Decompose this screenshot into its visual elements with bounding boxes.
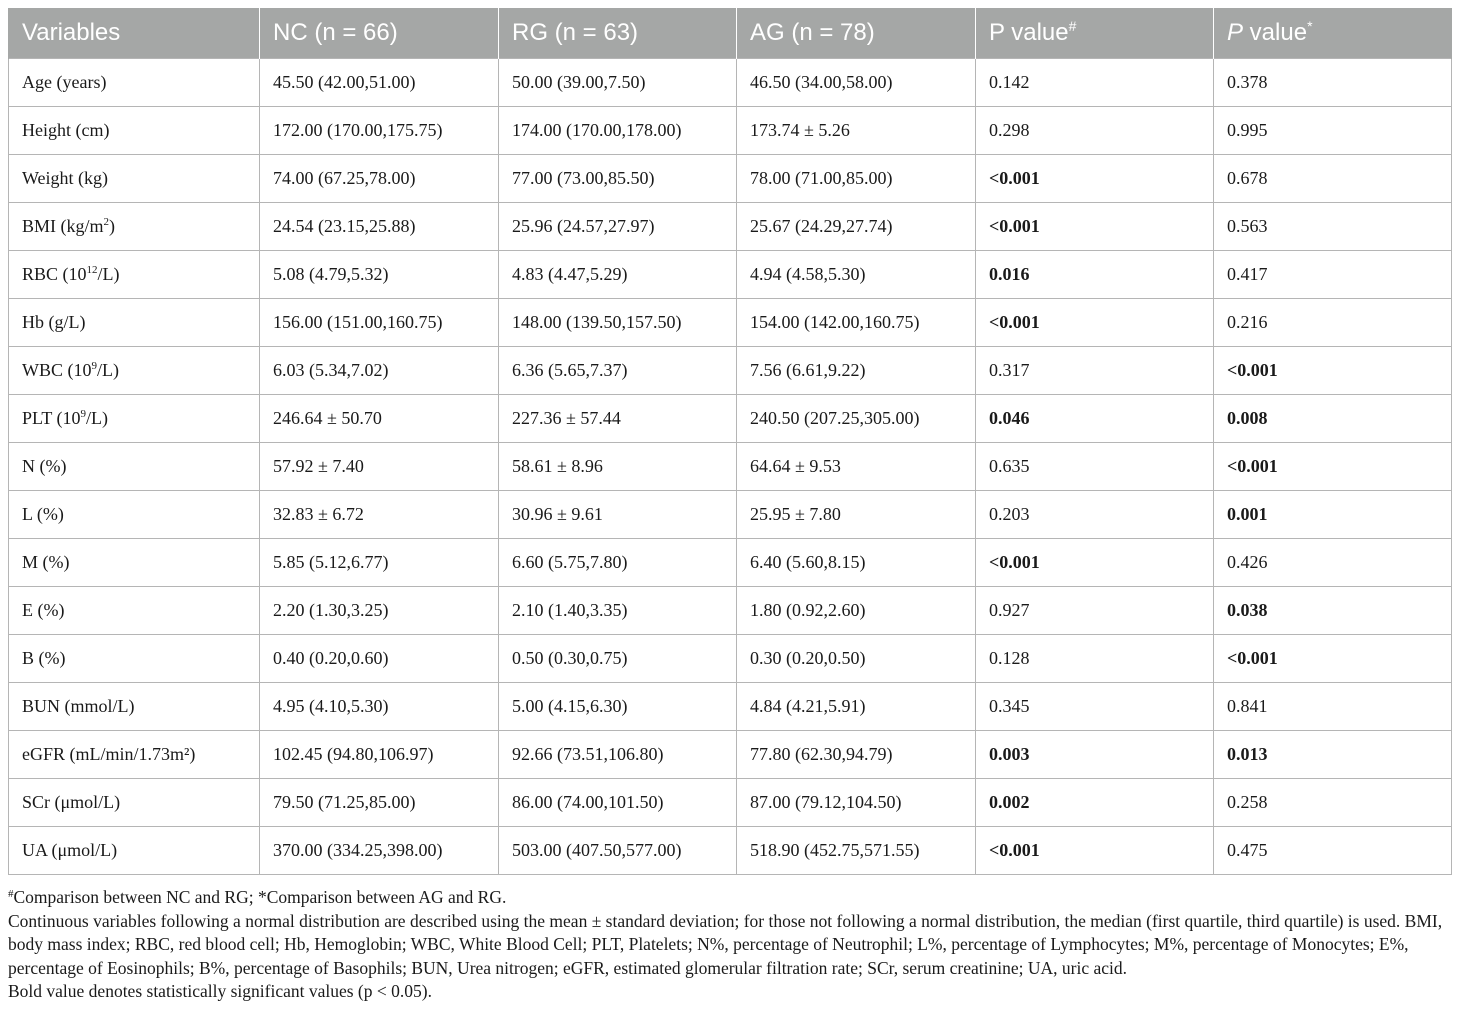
variable-text-end: /L) [86,408,109,428]
cell-p1: 0.298 [976,107,1214,155]
cell-variable: B (%) [9,635,260,683]
header-ag: AG (n = 78) [737,8,976,59]
cell-rg: 30.96 ± 9.61 [499,491,737,539]
table-row [9,587,1452,635]
cell-variable [9,347,260,395]
header-p2-p: P [1227,19,1244,46]
cell-variable: N (%) [9,443,260,491]
footnote-text-1: Comparison between NC and RG; [13,887,258,907]
variable-text-end: /L) [97,264,120,284]
cell-variable: Hb (g/L) [9,299,260,347]
cell-rg: 148.00 (139.50,157.50) [499,299,737,347]
table-row [9,827,1452,875]
variable-superscript: 9 [80,408,87,420]
cell-rg: 86.00 (74.00,101.50) [499,779,737,827]
cell-p2 [1214,587,1452,635]
cell-p2: 0.995 [1214,107,1452,155]
header-rg: RG (n = 63) [499,8,737,59]
cell-ag: 240.50 (207.25,305.00) [737,395,976,443]
cell-rg: 6.36 (5.65,7.37) [499,347,737,395]
cell-variable: Weight (kg) [9,155,260,203]
table-row [9,539,1452,587]
table-row [9,59,1452,107]
cell-rg: 92.66 (73.51,106.80) [499,731,737,779]
footnote-text-2: Comparison between AG and RG. [266,887,507,907]
table-row [9,443,1452,491]
cell-p1 [976,203,1214,251]
cell-variable [9,395,260,443]
cell-rg: 77.00 (73.00,85.50) [499,155,737,203]
table-row [9,155,1452,203]
table-row [9,203,1452,251]
cell-p1 [976,539,1214,587]
cell-ag: 4.94 (4.58,5.30) [737,251,976,299]
cell-nc: 5.08 (4.79,5.32) [260,251,499,299]
significant-value: 0.013 [1227,744,1268,764]
cell-p2: 0.417 [1214,251,1452,299]
variable-text-end: /L) [97,360,119,380]
significant-value: 0.003 [989,744,1030,764]
cell-rg: 58.61 ± 8.96 [499,443,737,491]
cell-nc: 57.92 ± 7.40 [260,443,499,491]
cell-p2: 0.258 [1214,779,1452,827]
cell-p1: 0.317 [976,347,1214,395]
cell-variable: UA (μmol/L) [9,827,260,875]
header-p2-rest: value [1243,19,1308,46]
significant-value: <0.001 [1227,648,1278,668]
cell-rg: 227.36 ± 57.44 [499,395,737,443]
variable-superscript: 2 [103,216,110,228]
cell-ag: 77.80 (62.30,94.79) [737,731,976,779]
cell-nc: 5.85 (5.12,6.77) [260,539,499,587]
cell-ag: 87.00 (79.12,104.50) [737,779,976,827]
cell-p2: 0.426 [1214,539,1452,587]
table-row [9,491,1452,539]
cell-p2 [1214,491,1452,539]
cell-rg: 0.50 (0.30,0.75) [499,635,737,683]
cell-ag: 154.00 (142.00,160.75) [737,299,976,347]
cell-nc: 6.03 (5.34,7.02) [260,347,499,395]
cell-ag: 1.80 (0.92,2.60) [737,587,976,635]
significant-value: 0.001 [1227,504,1268,524]
data-table [8,8,1452,875]
cell-ag: 25.95 ± 7.80 [737,491,976,539]
cell-p1: 0.128 [976,635,1214,683]
cell-variable: L (%) [9,491,260,539]
cell-rg: 503.00 (407.50,577.00) [499,827,737,875]
header-p2-mark: * [1307,18,1313,34]
significant-value: 0.002 [989,792,1030,812]
cell-ag: 78.00 (71.00,85.00) [737,155,976,203]
cell-p2: 0.378 [1214,59,1452,107]
cell-nc: 4.95 (4.10,5.30) [260,683,499,731]
table-row [9,731,1452,779]
significant-value: <0.001 [989,312,1040,332]
significant-value: 0.046 [989,408,1030,428]
cell-p1 [976,251,1214,299]
table-row [9,635,1452,683]
cell-variable [9,203,260,251]
table-footnotes [8,886,1453,1004]
table-row [9,251,1452,299]
cell-nc: 74.00 (67.25,78.00) [260,155,499,203]
significant-value: <0.001 [989,552,1040,572]
cell-variable: BUN (mmol/L) [9,683,260,731]
table-header-row [9,8,1452,59]
cell-ag: 173.74 ± 5.26 [737,107,976,155]
header-p-value-2 [1214,8,1452,59]
table-row [9,395,1452,443]
cell-p2 [1214,635,1452,683]
cell-nc: 370.00 (334.25,398.00) [260,827,499,875]
variable-superscript: 9 [91,360,97,372]
header-p-value-1 [976,8,1214,59]
variable-superscript: 12 [86,264,98,276]
cell-p1 [976,779,1214,827]
cell-rg: 174.00 (170.00,178.00) [499,107,737,155]
cell-ag: 46.50 (34.00,58.00) [737,59,976,107]
table-row [9,683,1452,731]
cell-nc: 156.00 (151.00,160.75) [260,299,499,347]
table-row [9,779,1452,827]
cell-p2 [1214,443,1452,491]
header-p1-label: P value [989,19,1069,46]
cell-variable: Height (cm) [9,107,260,155]
cell-nc: 102.45 (94.80,106.97) [260,731,499,779]
footnote-mark-hash: # [8,888,14,900]
cell-p2 [1214,731,1452,779]
cell-nc: 246.64 ± 50.70 [260,395,499,443]
table-row [9,347,1452,395]
cell-p1: 0.927 [976,587,1214,635]
cell-nc: 79.50 (71.25,85.00) [260,779,499,827]
cell-nc: 2.20 (1.30,3.25) [260,587,499,635]
cell-rg: 4.83 (4.47,5.29) [499,251,737,299]
cell-p1 [976,299,1214,347]
cell-p1 [976,395,1214,443]
cell-ag: 6.40 (5.60,8.15) [737,539,976,587]
significant-value: 0.008 [1227,408,1268,428]
cell-p2: 0.841 [1214,683,1452,731]
variable-text-end: ) [109,216,116,236]
cell-p2: 0.216 [1214,299,1452,347]
cell-rg: 2.10 (1.40,3.35) [499,587,737,635]
cell-p2 [1214,395,1452,443]
variable-text: PLT (10 [22,408,81,428]
table-row [9,107,1452,155]
cell-p2: 0.475 [1214,827,1452,875]
cell-nc: 24.54 (23.15,25.88) [260,203,499,251]
cell-p1 [976,155,1214,203]
cell-p1: 0.635 [976,443,1214,491]
significant-value: <0.001 [1227,456,1278,476]
cell-variable [9,251,260,299]
variable-text: WBC (10 [22,360,92,380]
header-p1-mark: # [1068,18,1077,34]
footnote-comparisons [8,886,1453,910]
significant-value: <0.001 [1227,360,1278,380]
footnote-bold: Bold value denotes statistically significant values (p < 0.05). [8,981,432,1001]
cell-p1 [976,731,1214,779]
cell-p1: 0.203 [976,491,1214,539]
cell-p1: 0.142 [976,59,1214,107]
cell-variable: eGFR (mL/min/1.73m²) [9,731,260,779]
cell-p2 [1214,347,1452,395]
table-row [9,299,1452,347]
footnote-abbreviations: Continuous variables following a normal distribution are described using the mean ± standard deviation; for those not following a normal distribution, the median (first quartile, third quartile) is used. BMI, body mass index; RBC, red blood cell; Hb, Hemoglobin; WBC, White Blood Cell; PLT, Platelets; N%, percentage of Neutrophil; L%, percentage of Lymphocytes; M%, percentage of Monocytes; E%, percentage of Eosinophils; B%, percentage of Basophils; BUN, Urea nitrogen; eGFR, estimated glomerular filtration rate; SCr, serum creatinine; UA, uric acid. [8,910,1443,978]
significant-value: 0.038 [1227,600,1268,620]
cell-p2: 0.563 [1214,203,1452,251]
cell-nc: 45.50 (42.00,51.00) [260,59,499,107]
significant-value: <0.001 [989,840,1040,860]
significant-value: <0.001 [989,168,1040,188]
cell-ag: 0.30 (0.20,0.50) [737,635,976,683]
cell-variable: E (%) [9,587,260,635]
footnote-mark-star: * [257,887,267,907]
cell-ag: 518.90 (452.75,571.55) [737,827,976,875]
significant-value: 0.016 [989,264,1030,284]
cell-ag: 25.67 (24.29,27.74) [737,203,976,251]
data-table-container [8,8,1451,875]
header-nc: NC (n = 66) [260,8,499,59]
cell-rg: 5.00 (4.15,6.30) [499,683,737,731]
cell-variable: SCr (μmol/L) [9,779,260,827]
cell-nc: 172.00 (170.00,175.75) [260,107,499,155]
cell-rg: 25.96 (24.57,27.97) [499,203,737,251]
cell-rg: 6.60 (5.75,7.80) [499,539,737,587]
cell-ag: 7.56 (6.61,9.22) [737,347,976,395]
cell-p1: 0.345 [976,683,1214,731]
cell-nc: 32.83 ± 6.72 [260,491,499,539]
cell-p1 [976,827,1214,875]
cell-ag: 4.84 (4.21,5.91) [737,683,976,731]
cell-variable: Age (years) [9,59,260,107]
cell-ag: 64.64 ± 9.53 [737,443,976,491]
cell-variable: M (%) [9,539,260,587]
variable-text: BMI (kg/m [22,216,104,236]
significant-value: <0.001 [989,216,1040,236]
cell-p2: 0.678 [1214,155,1452,203]
cell-rg: 50.00 (39.00,7.50) [499,59,737,107]
variable-text: RBC (10 [22,264,87,284]
header-variables: Variables [9,8,260,59]
cell-nc: 0.40 (0.20,0.60) [260,635,499,683]
